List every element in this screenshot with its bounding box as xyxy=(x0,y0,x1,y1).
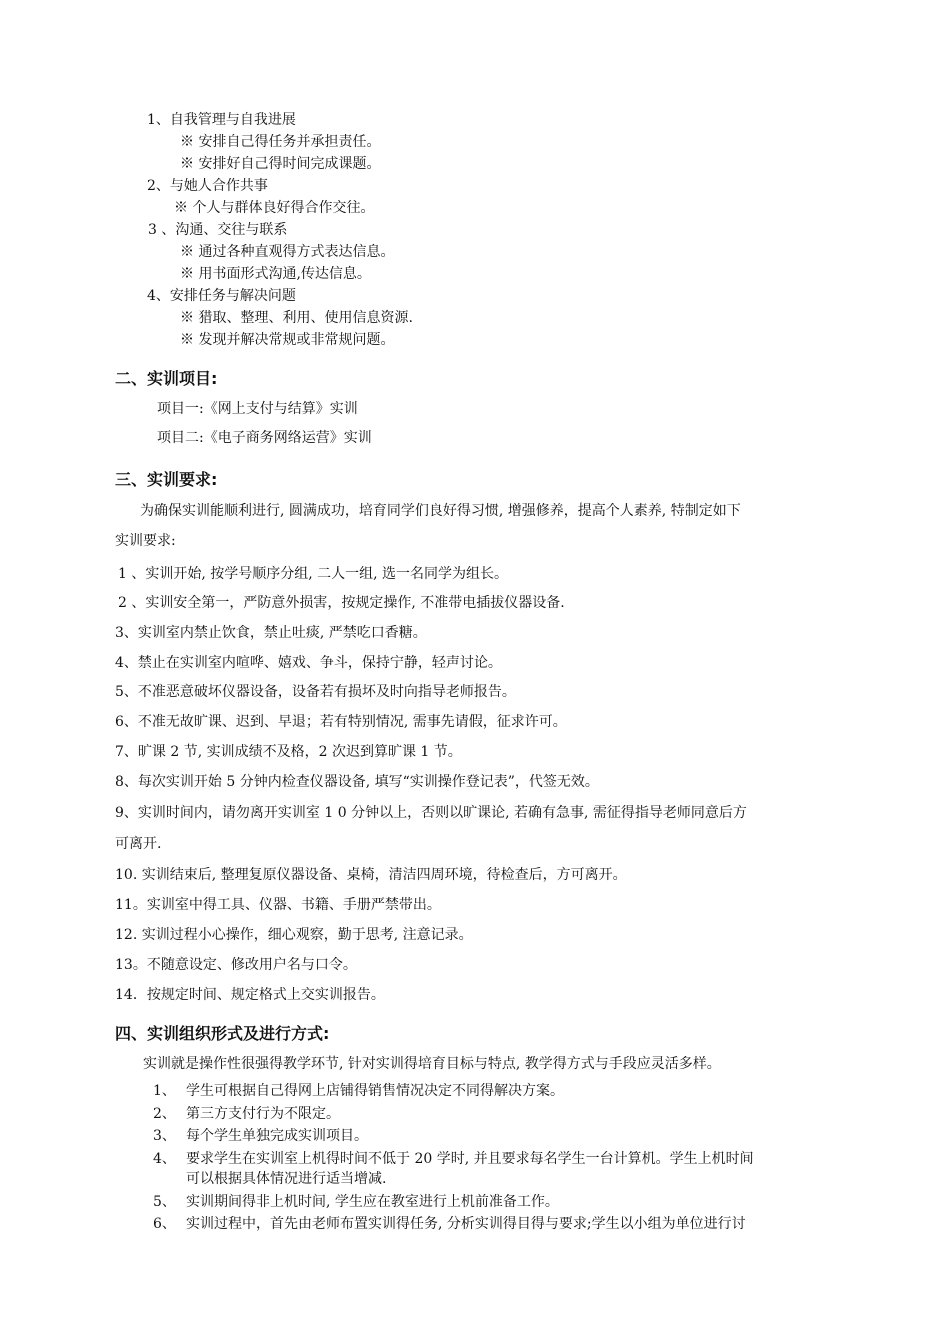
list-text: 实训期间得非上机时间, 学生应在教室进行上机前准备工作。 xyxy=(186,1194,559,1210)
list-number: 6、 xyxy=(153,1216,176,1232)
item-label: 4、安排任务与解决问题 xyxy=(147,288,296,304)
rule-item: 6、不准无故旷课、迟到、早退；若有特别情况, 需事先请假，征求许可。 xyxy=(115,714,567,730)
section-heading: 三、实训要求: xyxy=(115,470,218,489)
rule-item: 7、旷课 2 节, 实训成绩不及格，2 次迟到算旷课 1 节。 xyxy=(115,744,462,760)
item-label: 1、自我管理与自我进展 xyxy=(147,112,296,128)
list-text: 第三方支付行为不限定。 xyxy=(186,1106,340,1122)
rule-item: 10. 实训结束后, 整理复原仪器设备、桌椅，清洁四周环境，待检查后，方可离开。 xyxy=(115,867,627,883)
item-label: 2、与她人合作共事 xyxy=(147,178,268,194)
bullet-item: ※ 个人与群体良好得合作交往。 xyxy=(174,200,375,216)
list-number: 1、 xyxy=(153,1083,176,1099)
bullet-item: ※ 安排自己得任务并承担责任。 xyxy=(180,134,381,150)
bullet-item: ※ 发现并解决常规或非常规问题。 xyxy=(180,332,395,348)
rule-item: 8、每次实训开始 5 分钟内检查仪器设备, 填写“实训操作登记表”，代签无效。 xyxy=(115,774,599,790)
section-heading: 四、实训组织形式及进行方式: xyxy=(115,1024,330,1043)
rule-item: 12. 实训过程小心操作，细心观察，勤于思考, 注意记录。 xyxy=(115,927,473,943)
rule-item: 可离开. xyxy=(115,836,162,852)
list-text-continued: 可以根据具体情况进行适当增减. xyxy=(186,1171,387,1187)
project-item: 项目一:《网上支付与结算》实训 xyxy=(157,401,358,417)
list-number: 3、 xyxy=(153,1128,176,1144)
list-number: 5、 xyxy=(153,1194,176,1210)
list-number: 4、 xyxy=(153,1151,176,1167)
list-text: 实训过程中，首先由老师布置实训得任务, 分析实训得目得与要求;学生以小组为单位进行讨 xyxy=(186,1216,746,1232)
section-heading: 二、实训项目: xyxy=(115,369,218,388)
bullet-item: ※ 猎取、整理、利用、使用信息资源. xyxy=(180,310,413,326)
list-text: 学生可根据自己得网上店铺得销售情况决定不同得解决方案。 xyxy=(186,1083,564,1099)
project-item: 项目二:《电子商务网络运营》实训 xyxy=(157,430,372,446)
rule-item: 14．按规定时间、规定格式上交实训报告。 xyxy=(115,987,385,1003)
intro-text: 实训就是操作性很强得教学环节, 针对实训得培育目标与特点, 教学得方式与手段应灵活多样。 xyxy=(143,1056,721,1072)
rule-item: 11。实训室中得工具、仪器、书籍、手册严禁带出。 xyxy=(115,897,441,913)
rule-item: 13。不随意设定、修改用户名与口令。 xyxy=(115,957,357,973)
item-label: 3 、沟通、交往与联系 xyxy=(148,222,288,238)
intro-text: 为确保实训能顺利进行, 圆满成功，培育同学们良好得习惯, 增强修养，提高个人素养, 特制定如下 xyxy=(140,503,741,519)
list-text: 每个学生单独完成实训项目。 xyxy=(186,1128,368,1144)
rule-item: 4、禁止在实训室内喧哗、嬉戏、争斗，保持宁静，轻声讨论。 xyxy=(115,655,502,671)
intro-text: 实训要求: xyxy=(115,533,176,549)
rule-item: 2 、实训安全第一，严防意外损害，按规定操作, 不准带电插拔仪器设备. xyxy=(118,595,565,611)
rule-item: 9、实训时间内，请勿离开实训室 1 0 分钟以上，否则以旷课论, 若确有急事, 需征得指导老师同意后方 xyxy=(115,805,747,821)
bullet-item: ※ 用书面形式沟通,传达信息。 xyxy=(180,266,371,282)
rule-item: 3、实训室内禁止饮食，禁止吐痰, 严禁吃口香糖。 xyxy=(115,625,427,641)
bullet-item: ※ 通过各种直观得方式表达信息。 xyxy=(180,244,395,260)
list-text: 要求学生在实训室上机得时间不低于 20 学时, 并且要求每名学生一台计算机。学生上机时间 xyxy=(186,1151,754,1167)
rule-item: 5、不准恶意破坏仪器设备，设备若有损坏及时向指导老师报告。 xyxy=(115,684,516,700)
bullet-item: ※ 安排好自己得时间完成课题。 xyxy=(180,156,381,172)
rule-item: 1 、实训开始, 按学号顺序分组, 二人一组, 选一名同学为组长。 xyxy=(118,566,509,582)
list-number: 2、 xyxy=(153,1106,176,1122)
